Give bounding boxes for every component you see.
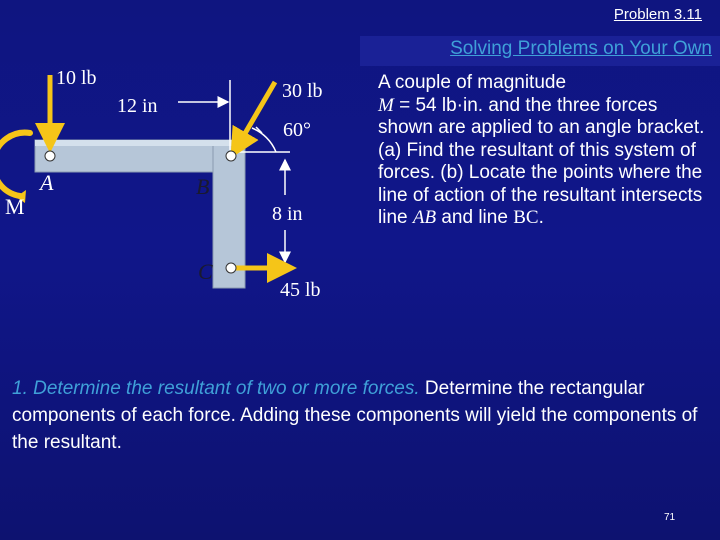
step-body: Determine the rectangular components of each force. Adding these components will yield the components of the resultant. <box>12 378 698 453</box>
label-b: B <box>196 174 210 199</box>
problem-text-1: A couple of magnitude <box>378 72 567 93</box>
problem-text-2: = 54 lb·in. and the three forces shown are applied to an angle bracket. (a) Find the resultant of this system of forces. (b) Locate the points where the line of action of the resultant intersects line <box>378 94 705 228</box>
point-b <box>226 151 236 161</box>
angle-arc <box>252 128 276 152</box>
page-number: 71 <box>664 512 676 523</box>
label-a: A <box>40 170 54 195</box>
line-ab: AB <box>412 207 437 228</box>
problem-text-4: . <box>538 207 544 228</box>
label-60deg: 60° <box>283 119 311 141</box>
solution-step <box>12 375 717 456</box>
label-12in: 12 in <box>117 95 158 117</box>
step-emphasis: 1. Determine the resultant of two or more forces. <box>12 378 420 399</box>
point-c <box>226 263 236 273</box>
label-10lb: 10 lb <box>56 67 97 89</box>
bracket-diagram <box>0 60 360 360</box>
moment-symbol: M <box>378 94 394 116</box>
label-m: M <box>5 194 25 219</box>
label-c: C <box>198 259 213 284</box>
force-30lb-arrow <box>233 82 275 154</box>
problem-label: Problem 3.11 <box>613 6 702 23</box>
problem-text-3: and line <box>436 207 514 228</box>
subtitle: Solving Problems on Your Own <box>450 38 712 59</box>
point-a <box>45 151 55 161</box>
label-45lb: 45 lb <box>280 279 321 301</box>
line-bc: BC <box>513 207 539 228</box>
label-30lb: 30 lb <box>282 80 323 102</box>
problem-statement <box>378 72 713 230</box>
label-8in: 8 in <box>272 203 303 225</box>
couple-m-arc <box>0 133 30 196</box>
